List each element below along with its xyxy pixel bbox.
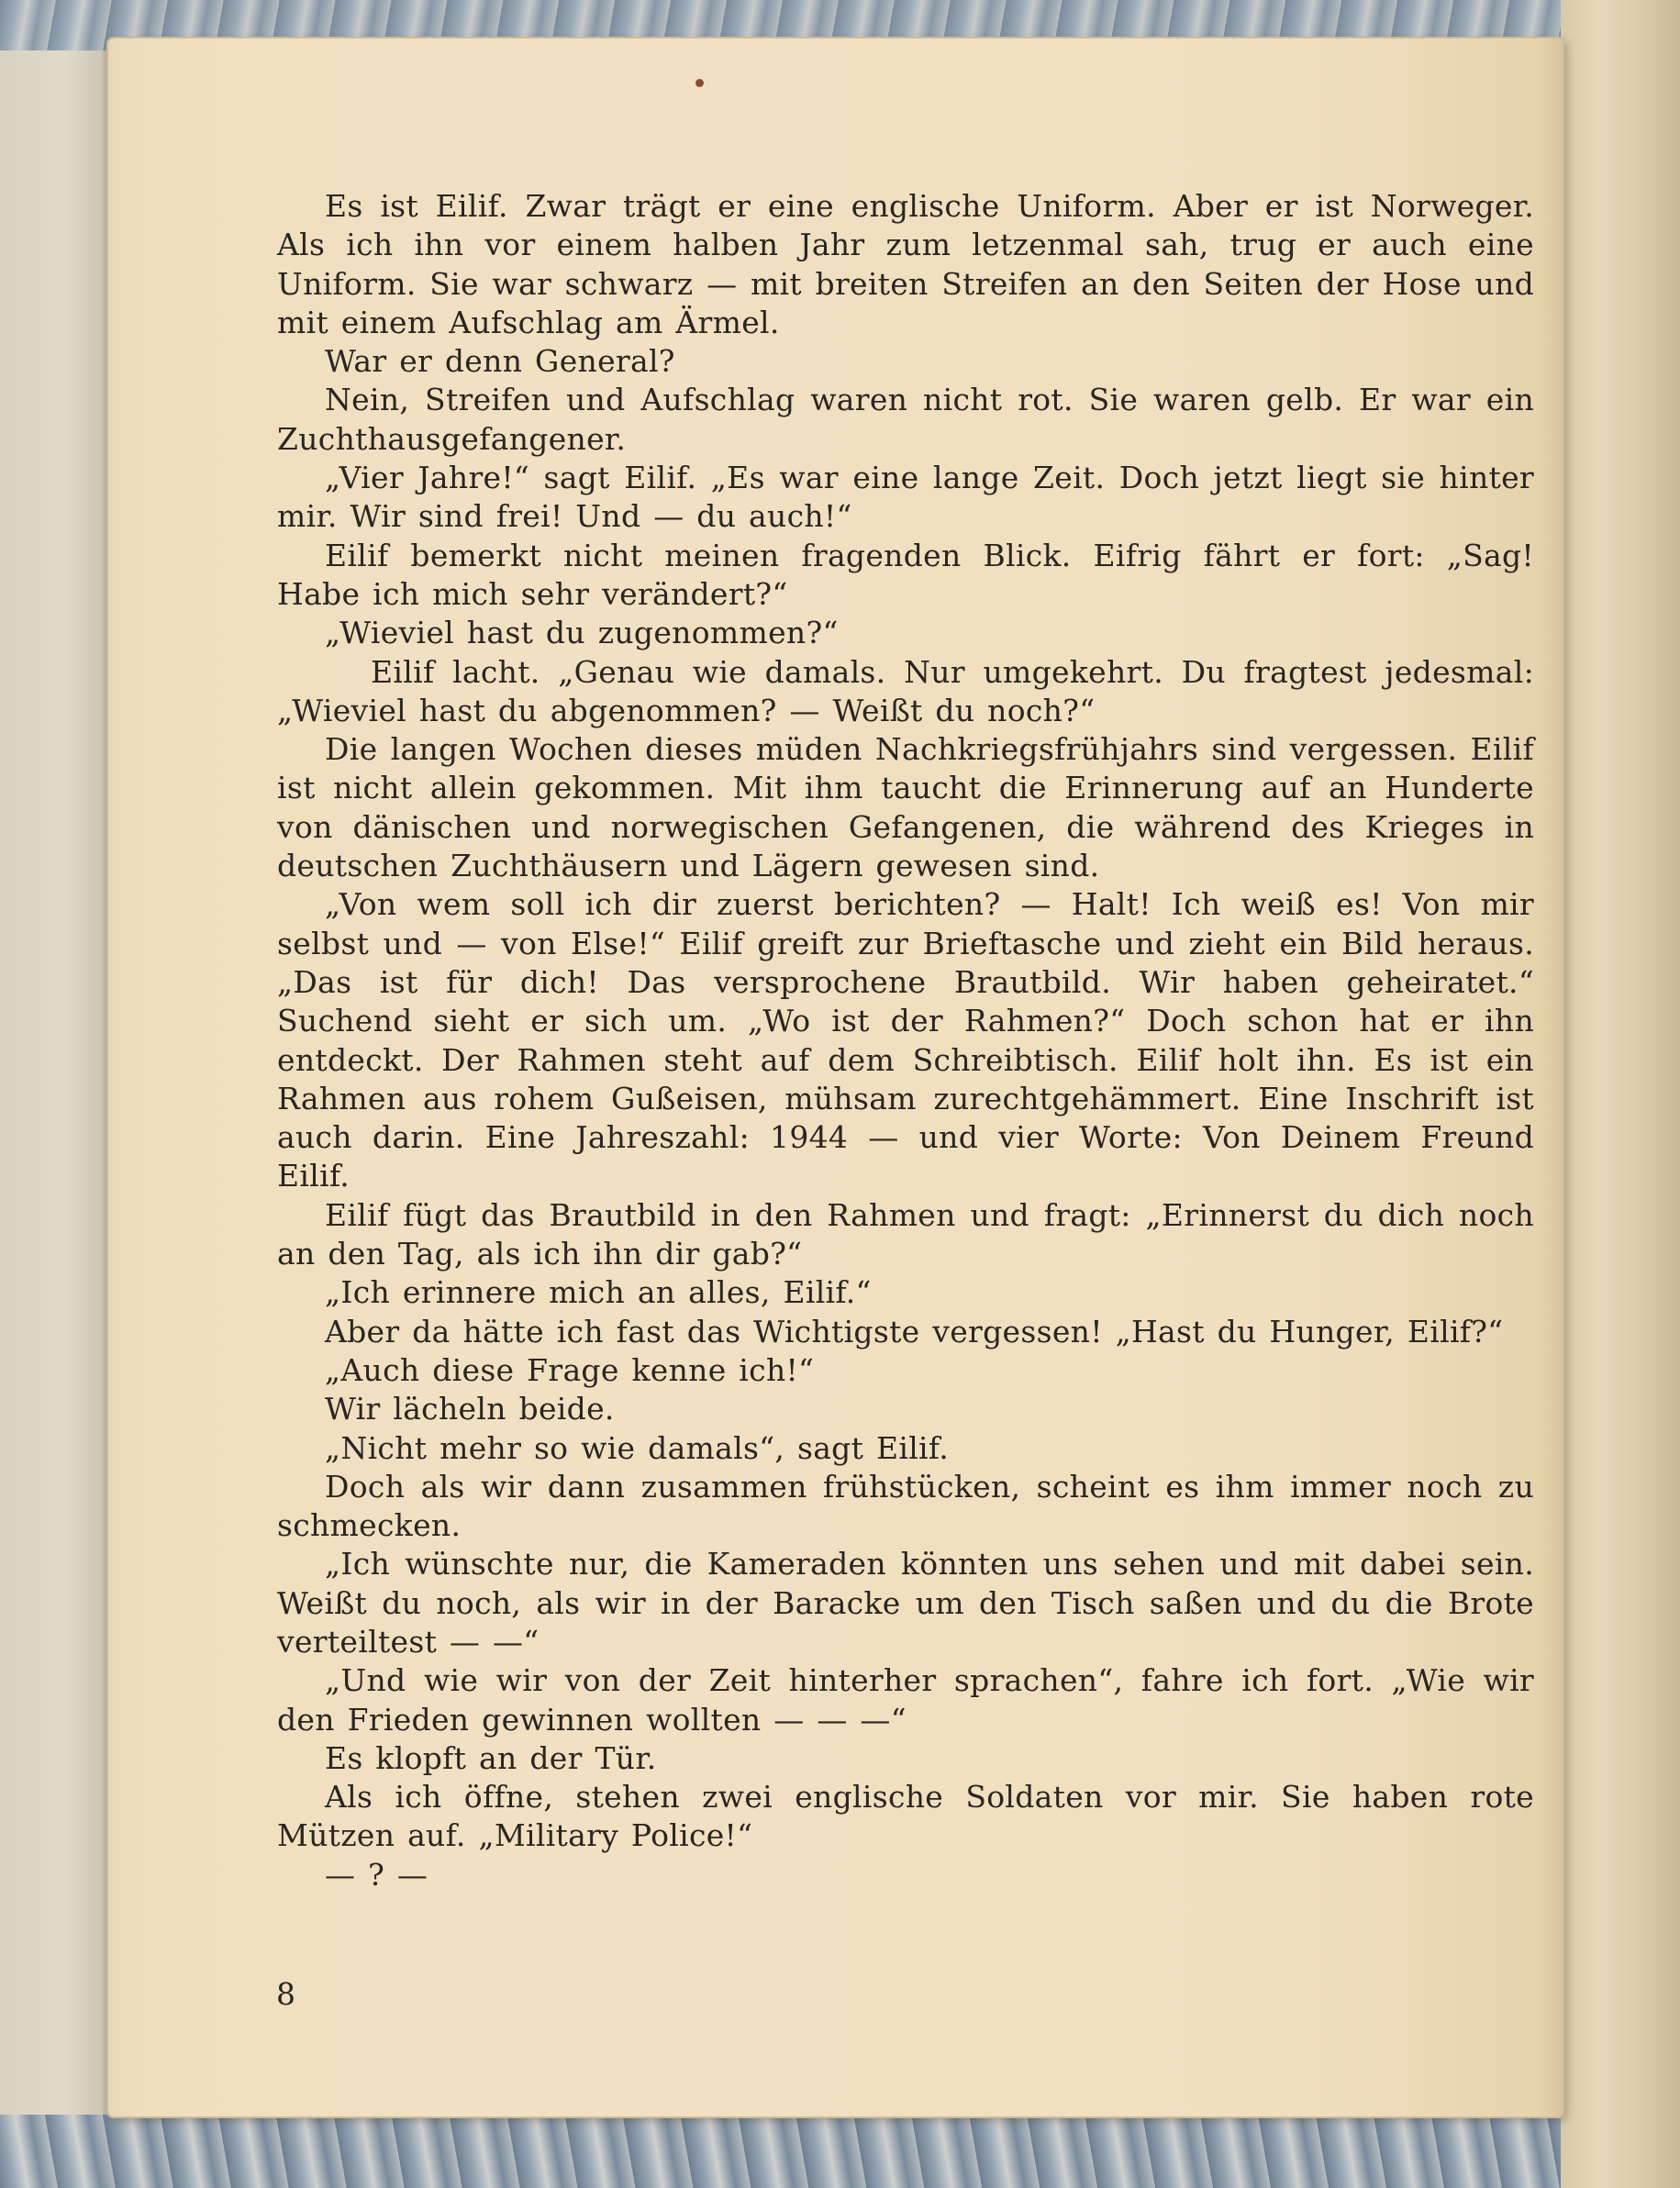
paragraph: „Von wem soll ich dir zuerst berichten? — Halt! Ich weiß es! Von mir selbst und — von Else!“ Eilif greift zur Brieftasche und zieht ein Bild heraus. „Das ist für dich! Das versprochene Brautbild. Wir haben geheiratet.“ Suchend sieht er sich um. „Wo ist der Rahmen?“ Doch schon hat er ihn entdeckt. Der Rahmen steht auf dem Schreibtisch. Eilif holt ihn. Es ist ein Rahmen aus rohem Gußeisen, mühsam zurechtgehämmert. Eine Inschrift ist auch darin. Eine Jahreszahl: 1944 — und vier Worte: Von Deinem Freund Eilif.	[277, 886, 1534, 1194]
paragraph: „Auch diese Frage kenne ich!“	[325, 1351, 815, 1388]
paragraph: „Ich wünschte nur, die Kameraden könnten uns sehen und mit dabei sein. Weißt du noch, als wir in der Baracke um den Tisch saßen und du die Brote verteiltest — —“	[277, 1546, 1534, 1660]
page-text	[277, 187, 1534, 1894]
paragraph: „Und wie wir von der Zeit hinterher sprachen“, fahre ich fort. „Wie wir den Frieden gewinnen wollten — — —“	[277, 1662, 1534, 1738]
paragraph: War er denn General?	[325, 343, 675, 380]
paragraph: Eilif lacht. „Genau wie damals. Nur umgekehrt. Du fragtest jedesmal: „Wieviel hast du abgenommen? — Weißt du noch?“	[277, 653, 1534, 728]
paragraph: Es klopft an der Tür.	[325, 1739, 657, 1776]
paragraph: Die langen Wochen dieses müden Nachkriegsfrühjahrs sind vergessen. Eilif ist nicht allein gekommen. Mit ihm taucht die Erinnerung auf an Hunderte von dänischen und norwegischen Gefangenen, die während des Krieges in deutschen Zuchthäusern und Lägern gewesen sind.	[277, 731, 1534, 884]
paragraph: „Ich erinnere mich an alles, Eilif.“	[325, 1274, 872, 1311]
paragraph: — ? —	[325, 1856, 428, 1893]
paragraph: Als ich öffne, stehen zwei englische Soldaten vor mir. Sie haben rote Mützen auf. „Military Police!“	[277, 1779, 1534, 1854]
paragraph: Es ist Eilif. Zwar trägt er eine englische Uniform. Aber er ist Norweger. Als ich ihn vor einem halben Jahr zum letzenmal sah, trug er auch eine Uniform. Sie war schwarz — mit breiten Streifen an den Seiten der Hose und mit einem Aufschlag am Ärmel.	[277, 188, 1534, 340]
page-number: 8	[276, 1976, 295, 2012]
paragraph: Eilif bemerkt nicht meinen fragenden Blick. Eifrig fährt er fort: „Sag! Habe ich mich sehr verändert?“	[277, 537, 1534, 612]
book-page	[108, 39, 1563, 2116]
cover-right-edge	[1561, 0, 1680, 2188]
ink-speck	[695, 79, 704, 87]
paragraph: Doch als wir dann zusammen frühstücken, scheint es ihm immer noch zu schmecken.	[277, 1468, 1534, 1544]
paragraph: „Nicht mehr so wie damals“, sagt Eilif.	[325, 1429, 950, 1466]
paragraph: Wir lächeln beide.	[325, 1391, 615, 1427]
cover-bottom-edge	[0, 2115, 1680, 2188]
left-board	[0, 50, 110, 2115]
paragraph: „Vier Jahre!“ sagt Eilif. „Es war eine lange Zeit. Doch jetzt liegt sie hinter mir. Wir sind frei! Und — du auch!“	[277, 460, 1534, 535]
paragraph: Nein, Streifen und Aufschlag waren nicht rot. Sie waren gelb. Er war ein Zuchthausgefangener.	[277, 382, 1534, 457]
paragraph: Aber da hätte ich fast das Wichtigste vergessen! „Hast du Hunger, Eilif?“	[325, 1313, 1504, 1349]
paragraph: Eilif fügt das Brautbild in den Rahmen und fragt: „Erinnerst du dich noch an den Tag, als ich ihn dir gab?“	[277, 1196, 1534, 1272]
paragraph: „Wieviel hast du zugenommen?“	[325, 615, 839, 651]
